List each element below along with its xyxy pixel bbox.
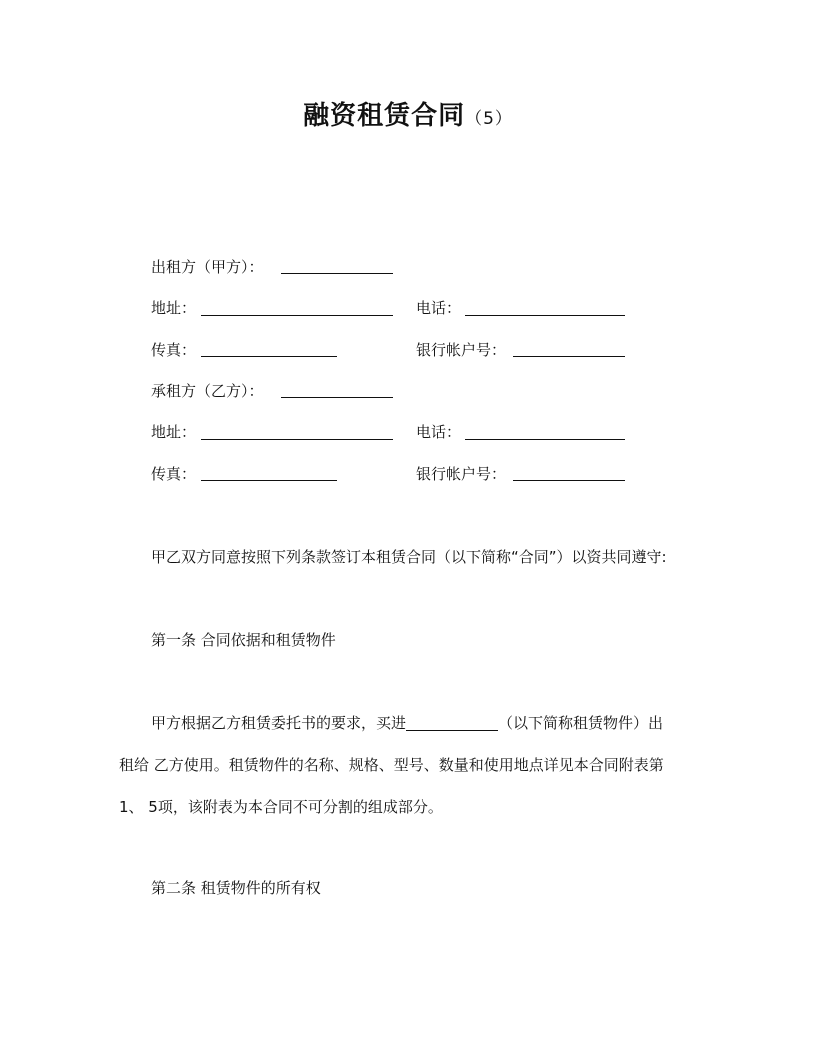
article-1-line-1 bbox=[151, 713, 663, 733]
lessee-label: 承租方（乙方）： bbox=[151, 382, 264, 400]
title-suffix: （5） bbox=[465, 109, 513, 129]
lessee-address-label: 地址： bbox=[151, 423, 197, 441]
lessee-name-blank[interactable] bbox=[281, 397, 393, 398]
lessor-label: 出租方（甲方）： bbox=[151, 258, 264, 276]
title-text: 融资租赁合同 bbox=[303, 101, 466, 131]
article-1-line-2: 租给 乙方使用。租赁物件的名称、规格、型号、数量和使用地点详见本合同附表第 bbox=[119, 756, 664, 774]
lessee-address-blank[interactable] bbox=[201, 439, 393, 440]
lessor-fax-blank[interactable] bbox=[201, 356, 337, 357]
lessee-bank-blank[interactable] bbox=[513, 480, 625, 481]
lessee-bank-label: 银行帐户号： bbox=[416, 465, 507, 483]
lessor-fax-label: 传真： bbox=[151, 341, 197, 359]
article-1-heading: 第一条 合同依据和租赁物件 bbox=[151, 631, 336, 649]
lessor-phone-label: 电话： bbox=[416, 299, 462, 317]
lessor-name-blank[interactable] bbox=[281, 273, 393, 274]
lessor-bank-blank[interactable] bbox=[513, 356, 625, 357]
article-2-heading: 第二条 租赁物件的所有权 bbox=[151, 879, 321, 897]
lessor-address-blank[interactable] bbox=[201, 315, 393, 316]
article-1-text-a: 甲方根据乙方租赁委托书的要求，买进 bbox=[151, 714, 407, 732]
document-title bbox=[0, 98, 816, 137]
intro-paragraph: 甲乙双方同意按照下列条款签订本租赁合同（以下简称“合同”）以资共同遵守: bbox=[151, 548, 667, 566]
leased-item-blank[interactable] bbox=[406, 714, 498, 731]
article-1-text-b: （以下简称租赁物件）出 bbox=[498, 714, 664, 732]
article-1-line-3: 1、 5项，该附表为本合同不可分割的组成部分。 bbox=[119, 798, 443, 816]
lessor-address-label: 地址： bbox=[151, 299, 197, 317]
lessor-phone-blank[interactable] bbox=[465, 315, 625, 316]
lessee-phone-label: 电话： bbox=[416, 423, 462, 441]
lessee-fax-blank[interactable] bbox=[201, 480, 337, 481]
lessor-bank-label: 银行帐户号： bbox=[416, 341, 507, 359]
lessee-phone-blank[interactable] bbox=[465, 439, 625, 440]
lessee-fax-label: 传真： bbox=[151, 465, 197, 483]
